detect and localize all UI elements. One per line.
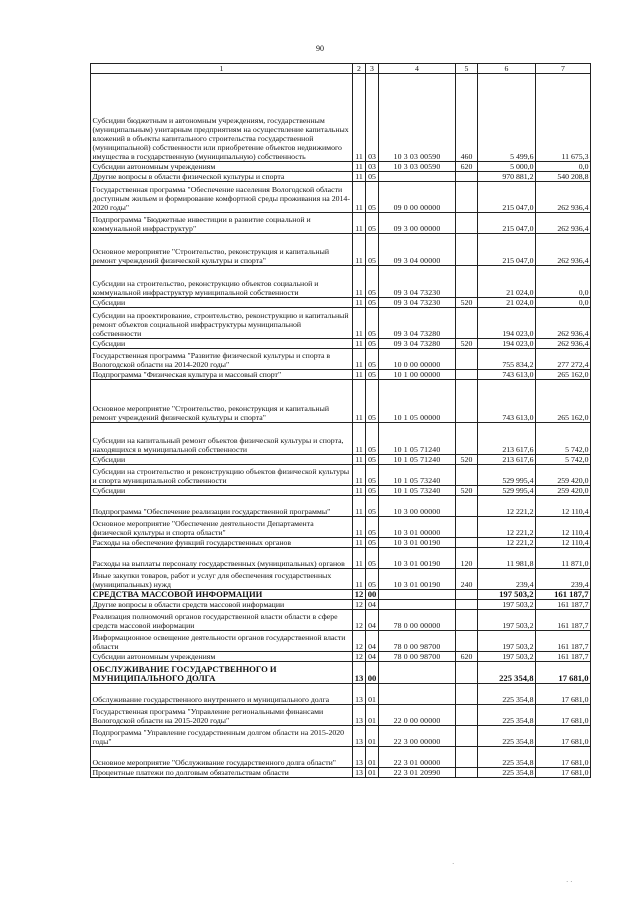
amount-year2-cell: 265 162,0	[536, 370, 591, 380]
expense-type-cell	[456, 172, 478, 182]
table-row	[91, 590, 591, 600]
table-row	[91, 610, 591, 631]
amount-year2-cell: 17 681,0	[536, 768, 591, 778]
target-article-cell: 09 3 04 73280	[379, 339, 456, 349]
section-code-cell: 13	[353, 726, 366, 747]
target-article-cell: 10 1 00 00000	[379, 370, 456, 380]
section-code-cell: 11	[353, 339, 366, 349]
row-name-cell: Подпрограмма "Физическая культура и массовый спорт"	[91, 370, 353, 380]
subsection-code-cell: 05	[366, 172, 379, 182]
subsection-code-cell: 05	[366, 182, 379, 213]
row-name-cell: Подпрограмма "Управление государственным долгом области на 2015-2020 годы"	[91, 726, 353, 747]
target-article-cell	[379, 172, 456, 182]
target-article-cell: 09 3 04 00000	[379, 234, 456, 266]
amount-year1-cell: 225 354,8	[478, 662, 536, 684]
row-name-cell: Государственная программа "Развитие физической культуры и спорта в Вологодской области на 2014-2020 годы"	[91, 349, 353, 370]
table-row	[91, 486, 591, 496]
section-code-cell: 11	[353, 213, 366, 234]
amount-year1-cell: 197 503,2	[478, 590, 536, 600]
row-name-cell: Субсидии	[91, 339, 353, 349]
expense-type-cell: 620	[456, 652, 478, 662]
table-row	[91, 600, 591, 610]
expense-type-cell	[456, 517, 478, 538]
expense-type-cell: 120	[456, 548, 478, 569]
row-name-cell: Государственная программа "Обеспечение населения Вологодской области доступным жильем и формирование комфортной среды проживания на 2014-2020 годы"	[91, 182, 353, 213]
subsection-code-cell: 04	[366, 652, 379, 662]
amount-year1-cell: 197 503,2	[478, 652, 536, 662]
target-article-cell: 09 3 04 73230	[379, 266, 456, 298]
table-row	[91, 517, 591, 538]
amount-year1-cell: 5 499,6	[478, 74, 536, 162]
table-row	[91, 172, 591, 182]
row-name-cell: Основное мероприятие "Обеспечение деятельности Департамента физической культуры и спорта области"	[91, 517, 353, 538]
amount-year1-cell: 755 834,2	[478, 349, 536, 370]
table-row	[91, 652, 591, 662]
section-code-cell: 13	[353, 768, 366, 778]
row-name-cell: Подпрограмма "Обеспечение реализации государственной программы"	[91, 496, 353, 517]
expense-type-cell	[456, 380, 478, 423]
amount-year2-cell: 161 187,7	[536, 610, 591, 631]
row-name-cell: Субсидии бюджетным и автономным учреждениям, государственным (муниципальным) унитарным предприятиям на осуществление капитальных вложений в объекты капитального строительства государственной (муниципальной) собственности или приобретение объектов недвижимого имущества в государственную (муниципальную) собственность	[91, 74, 353, 162]
target-article-cell: 09 3 00 00000	[379, 213, 456, 234]
section-code-cell: 11	[353, 349, 366, 370]
subsection-code-cell: 04	[366, 600, 379, 610]
amount-year1-cell: 225 354,8	[478, 684, 536, 705]
section-code-cell: 11	[353, 569, 366, 590]
row-name-cell: Обслуживание государственного внутреннего и муниципального долга	[91, 684, 353, 705]
section-code-cell: 11	[353, 496, 366, 517]
column-number-row	[91, 64, 591, 74]
target-article-cell: 10 1 05 73240	[379, 486, 456, 496]
amount-year2-cell: 12 110,4	[536, 517, 591, 538]
section-code-cell: 12	[353, 631, 366, 652]
section-code-cell: 11	[353, 380, 366, 423]
table-row	[91, 74, 591, 162]
expense-type-cell	[456, 370, 478, 380]
section-code-cell: 11	[353, 370, 366, 380]
amount-year2-cell: 17 681,0	[536, 662, 591, 684]
amount-year1-cell: 970 881,2	[478, 172, 536, 182]
expense-type-cell	[456, 234, 478, 266]
table-row	[91, 380, 591, 423]
target-article-cell: 22 3 01 20990	[379, 768, 456, 778]
row-name-cell: Субсидии	[91, 298, 353, 308]
target-article-cell: 10 3 01 00000	[379, 517, 456, 538]
section-code-cell: 11	[353, 298, 366, 308]
amount-year1-cell: 11 981,8	[478, 548, 536, 569]
expense-type-cell	[456, 496, 478, 517]
expense-type-cell	[456, 610, 478, 631]
row-name-cell: Другие вопросы в области физической культуры и спорта	[91, 172, 353, 182]
row-name-cell: Субсидии на строительство и реконструкцию объектов физической культуры и спорта муниципальной собственности	[91, 465, 353, 486]
amount-year2-cell: 161 187,7	[536, 652, 591, 662]
row-name-cell: Расходы на обеспечение функций государственных органов	[91, 538, 353, 548]
table-row	[91, 538, 591, 548]
expense-type-cell	[456, 590, 478, 600]
table-row	[91, 548, 591, 569]
amount-year1-cell: 225 354,8	[478, 726, 536, 747]
amount-year1-cell: 197 503,2	[478, 631, 536, 652]
table-row	[91, 162, 591, 172]
table-row	[91, 182, 591, 213]
subsection-code-cell: 05	[366, 465, 379, 486]
subsection-code-cell: 05	[366, 517, 379, 538]
row-name-cell: Субсидии на капитальный ремонт объектов физической культуры и спорта, находящихся в муниципальной собственности	[91, 423, 353, 455]
subsection-code-cell: 05	[366, 538, 379, 548]
table-row	[91, 768, 591, 778]
expense-type-cell: 520	[456, 339, 478, 349]
target-article-cell: 10 1 05 73240	[379, 465, 456, 486]
section-code-cell: 13	[353, 705, 366, 726]
expense-type-cell	[456, 662, 478, 684]
table-row	[91, 726, 591, 747]
amount-year2-cell: 12 110,4	[536, 496, 591, 517]
row-name-cell: Основное мероприятие "Строительство, реконструкция и капитальный ремонт учреждений физической культуры и спорта"	[91, 234, 353, 266]
amount-year2-cell: 262 936,4	[536, 234, 591, 266]
subsection-code-cell: 00	[366, 590, 379, 600]
target-article-cell: 78 0 00 00000	[379, 610, 456, 631]
section-code-cell: 13	[353, 662, 366, 684]
table-row	[91, 705, 591, 726]
amount-year1-cell: 215 047,0	[478, 213, 536, 234]
row-name-cell: Субсидии автономным учреждениям	[91, 652, 353, 662]
amount-year2-cell: 0,0	[536, 162, 591, 172]
expense-type-cell	[456, 768, 478, 778]
target-article-cell: 10 1 05 71240	[379, 423, 456, 455]
expense-type-cell	[456, 726, 478, 747]
section-code-cell: 11	[353, 172, 366, 182]
row-name-cell: Подпрограмма "Бюджетные инвестиции в развитие социальной и коммунальной инфраструктур"	[91, 213, 353, 234]
section-code-cell: 13	[353, 747, 366, 768]
amount-year1-cell: 529 995,4	[478, 486, 536, 496]
table-body	[91, 74, 591, 778]
target-article-cell: 09 3 04 73230	[379, 298, 456, 308]
row-name-cell: Субсидии на строительство, реконструкцию объектов социальной и коммунальной инфраструктур муниципальной собственности	[91, 266, 353, 298]
table-row	[91, 234, 591, 266]
subsection-code-cell: 05	[366, 349, 379, 370]
table-row	[91, 662, 591, 684]
budget-table	[90, 63, 591, 778]
section-code-cell: 11	[353, 162, 366, 172]
table-row	[91, 266, 591, 298]
amount-year2-cell: 17 681,0	[536, 684, 591, 705]
amount-year2-cell: 161 187,7	[536, 600, 591, 610]
target-article-cell: 10 1 05 71240	[379, 455, 456, 465]
target-article-cell: 10 3 01 00190	[379, 538, 456, 548]
amount-year1-cell: 215 047,0	[478, 234, 536, 266]
amount-year2-cell: 161 187,7	[536, 590, 591, 600]
target-article-cell: 10 3 03 00590	[379, 74, 456, 162]
subsection-code-cell: 03	[366, 74, 379, 162]
target-article-cell	[379, 684, 456, 705]
subsection-code-cell: 01	[366, 747, 379, 768]
expense-type-cell	[456, 747, 478, 768]
amount-year1-cell: 12 221,2	[478, 538, 536, 548]
amount-year1-cell: 197 503,2	[478, 610, 536, 631]
row-name-cell: Расходы на выплаты персоналу государственных (муниципальных) органов	[91, 548, 353, 569]
subsection-code-cell: 05	[366, 308, 379, 339]
target-article-cell: 10 1 05 00000	[379, 380, 456, 423]
amount-year2-cell: 5 742,0	[536, 423, 591, 455]
subsection-code-cell: 04	[366, 610, 379, 631]
column-header: 7	[536, 64, 591, 74]
amount-year1-cell: 225 354,8	[478, 747, 536, 768]
section-code-cell: 11	[353, 538, 366, 548]
subsection-code-cell: 05	[366, 370, 379, 380]
amount-year2-cell: 11 871,0	[536, 548, 591, 569]
expense-type-cell	[456, 600, 478, 610]
table-row	[91, 569, 591, 590]
expense-type-cell	[456, 423, 478, 455]
column-header: 3	[366, 64, 379, 74]
target-article-cell	[379, 600, 456, 610]
expense-type-cell: 620	[456, 162, 478, 172]
row-name-cell: Основное мероприятие "Строительство, реконструкция и капитальный ремонт учреждений физической культуры и спорта"	[91, 380, 353, 423]
target-article-cell: 78 0 00 98700	[379, 652, 456, 662]
target-article-cell: 78 0 00 98700	[379, 631, 456, 652]
row-name-cell: Процентные платежи по долговым обязательствам области	[91, 768, 353, 778]
table-row	[91, 747, 591, 768]
expense-type-cell	[456, 182, 478, 213]
expense-type-cell	[456, 538, 478, 548]
subsection-code-cell: 05	[366, 423, 379, 455]
amount-year1-cell: 213 617,6	[478, 423, 536, 455]
subsection-code-cell: 03	[366, 162, 379, 172]
amount-year1-cell: 194 023,0	[478, 339, 536, 349]
amount-year1-cell: 12 221,2	[478, 496, 536, 517]
target-article-cell: 10 3 01 00190	[379, 548, 456, 569]
subsection-code-cell: 05	[366, 548, 379, 569]
row-name-cell: Субсидии	[91, 486, 353, 496]
section-code-cell: 11	[353, 548, 366, 569]
subsection-code-cell: 01	[366, 726, 379, 747]
row-name-cell: Другие вопросы в области средств массовой информации	[91, 600, 353, 610]
table-row	[91, 631, 591, 652]
subsection-code-cell: 01	[366, 768, 379, 778]
subsection-code-cell: 04	[366, 631, 379, 652]
amount-year1-cell: 213 617,6	[478, 455, 536, 465]
expense-type-cell	[456, 266, 478, 298]
section-code-cell: 12	[353, 600, 366, 610]
column-header: 1	[91, 64, 353, 74]
target-article-cell: 10 3 00 00000	[379, 496, 456, 517]
target-article-cell	[379, 590, 456, 600]
table-row	[91, 349, 591, 370]
target-article-cell: 22 0 00 00000	[379, 705, 456, 726]
section-code-cell: 12	[353, 652, 366, 662]
subsection-code-cell: 01	[366, 705, 379, 726]
row-name-cell: Государственная программа "Управление региональными финансами Вологодской области на 2015-2020 годы"	[91, 705, 353, 726]
target-article-cell: 22 3 00 00000	[379, 726, 456, 747]
amount-year1-cell: 239,4	[478, 569, 536, 590]
expense-type-cell: 240	[456, 569, 478, 590]
expense-type-cell	[456, 705, 478, 726]
column-header: 5	[456, 64, 478, 74]
section-code-cell: 11	[353, 455, 366, 465]
amount-year1-cell: 743 613,0	[478, 380, 536, 423]
subsection-code-cell: 05	[366, 380, 379, 423]
expense-type-cell	[456, 308, 478, 339]
target-article-cell	[379, 662, 456, 684]
expense-type-cell: 520	[456, 298, 478, 308]
target-article-cell: 10 3 03 00590	[379, 162, 456, 172]
expense-type-cell	[456, 213, 478, 234]
table-row	[91, 423, 591, 455]
expense-type-cell: 520	[456, 455, 478, 465]
amount-year1-cell: 225 354,8	[478, 768, 536, 778]
amount-year2-cell: 17 681,0	[536, 726, 591, 747]
scan-artifact: · ·	[566, 878, 573, 886]
table-row	[91, 298, 591, 308]
amount-year1-cell: 5 000,0	[478, 162, 536, 172]
target-article-cell: 10 3 01 00190	[379, 569, 456, 590]
section-code-cell: 11	[353, 234, 366, 266]
amount-year1-cell: 194 023,0	[478, 308, 536, 339]
scan-artifact: ·	[452, 860, 455, 868]
subsection-code-cell: 05	[366, 486, 379, 496]
amount-year2-cell: 12 110,4	[536, 538, 591, 548]
section-code-cell: 13	[353, 684, 366, 705]
row-name-cell: Реализация полномочий органов государственной власти области в сфере средств массовой информации	[91, 610, 353, 631]
expense-type-cell	[456, 465, 478, 486]
column-header: 6	[478, 64, 536, 74]
row-name-cell: ОБСЛУЖИВАНИЕ ГОСУДАРСТВЕННОГО И МУНИЦИПАЛЬНОГО ДОЛГА	[91, 662, 353, 684]
section-code-cell: 11	[353, 465, 366, 486]
target-article-cell: 22 3 01 00000	[379, 747, 456, 768]
amount-year2-cell: 540 208,8	[536, 172, 591, 182]
page-number: 90	[316, 44, 324, 53]
expense-type-cell: 460	[456, 74, 478, 162]
table-row	[91, 339, 591, 349]
section-code-cell: 11	[353, 517, 366, 538]
target-article-cell: 09 0 00 00000	[379, 182, 456, 213]
amount-year1-cell: 215 047,0	[478, 182, 536, 213]
row-name-cell: Информационное освещение деятельности органов государственной власти области	[91, 631, 353, 652]
subsection-code-cell: 01	[366, 684, 379, 705]
table-row	[91, 496, 591, 517]
subsection-code-cell: 05	[366, 213, 379, 234]
section-code-cell: 12	[353, 610, 366, 631]
target-article-cell: 10 0 00 00000	[379, 349, 456, 370]
subsection-code-cell: 05	[366, 339, 379, 349]
section-code-cell: 11	[353, 308, 366, 339]
subsection-code-cell: 05	[366, 496, 379, 517]
amount-year2-cell: 17 681,0	[536, 747, 591, 768]
expense-type-cell: 520	[456, 486, 478, 496]
amount-year1-cell: 21 024,0	[478, 298, 536, 308]
amount-year2-cell: 262 936,4	[536, 339, 591, 349]
table-row	[91, 455, 591, 465]
amount-year1-cell: 529 995,4	[478, 465, 536, 486]
column-header: 4	[379, 64, 456, 74]
section-code-cell: 11	[353, 74, 366, 162]
row-name-cell: СРЕДСТВА МАССОВОЙ ИНФОРМАЦИИ	[91, 590, 353, 600]
subsection-code-cell: 05	[366, 455, 379, 465]
expense-type-cell	[456, 349, 478, 370]
target-article-cell: 09 3 04 73280	[379, 308, 456, 339]
section-code-cell: 11	[353, 423, 366, 455]
amount-year2-cell: 262 936,4	[536, 213, 591, 234]
amount-year2-cell: 0,0	[536, 266, 591, 298]
amount-year2-cell: 11 675,3	[536, 74, 591, 162]
subsection-code-cell: 05	[366, 298, 379, 308]
amount-year1-cell: 21 024,0	[478, 266, 536, 298]
subsection-code-cell: 05	[366, 234, 379, 266]
section-code-cell: 11	[353, 486, 366, 496]
column-header: 2	[353, 64, 366, 74]
table-row	[91, 370, 591, 380]
subsection-code-cell: 05	[366, 569, 379, 590]
amount-year2-cell: 259 420,0	[536, 465, 591, 486]
section-code-cell: 12	[353, 590, 366, 600]
amount-year1-cell: 225 354,8	[478, 705, 536, 726]
table-row	[91, 213, 591, 234]
section-code-cell: 11	[353, 182, 366, 213]
amount-year2-cell: 239,4	[536, 569, 591, 590]
amount-year2-cell: 265 162,0	[536, 380, 591, 423]
row-name-cell: Иные закупки товаров, работ и услуг для обеспечения государственных (муниципальных) нужд	[91, 569, 353, 590]
table-row	[91, 465, 591, 486]
amount-year2-cell: 161 187,7	[536, 631, 591, 652]
amount-year1-cell: 743 613,0	[478, 370, 536, 380]
amount-year2-cell: 0,0	[536, 298, 591, 308]
amount-year2-cell: 277 272,4	[536, 349, 591, 370]
subsection-code-cell: 00	[366, 662, 379, 684]
amount-year1-cell: 12 221,2	[478, 517, 536, 538]
expense-type-cell	[456, 631, 478, 652]
amount-year2-cell: 259 420,0	[536, 486, 591, 496]
subsection-code-cell: 05	[366, 266, 379, 298]
amount-year2-cell: 17 681,0	[536, 705, 591, 726]
row-name-cell: Субсидии	[91, 455, 353, 465]
amount-year2-cell: 262 936,4	[536, 308, 591, 339]
amount-year2-cell: 5 742,0	[536, 455, 591, 465]
row-name-cell: Субсидии на проектирование, строительство, реконструкцию и капитальный ремонт объектов социальной инфраструктуры муниципальной собственности	[91, 308, 353, 339]
amount-year2-cell: 262 936,4	[536, 182, 591, 213]
row-name-cell: Основное мероприятие "Обслуживание государственного долга области"	[91, 747, 353, 768]
row-name-cell: Субсидии автономным учреждениям	[91, 162, 353, 172]
table-row	[91, 684, 591, 705]
expense-type-cell	[456, 684, 478, 705]
amount-year1-cell: 197 503,2	[478, 600, 536, 610]
section-code-cell: 11	[353, 266, 366, 298]
table-row	[91, 308, 591, 339]
